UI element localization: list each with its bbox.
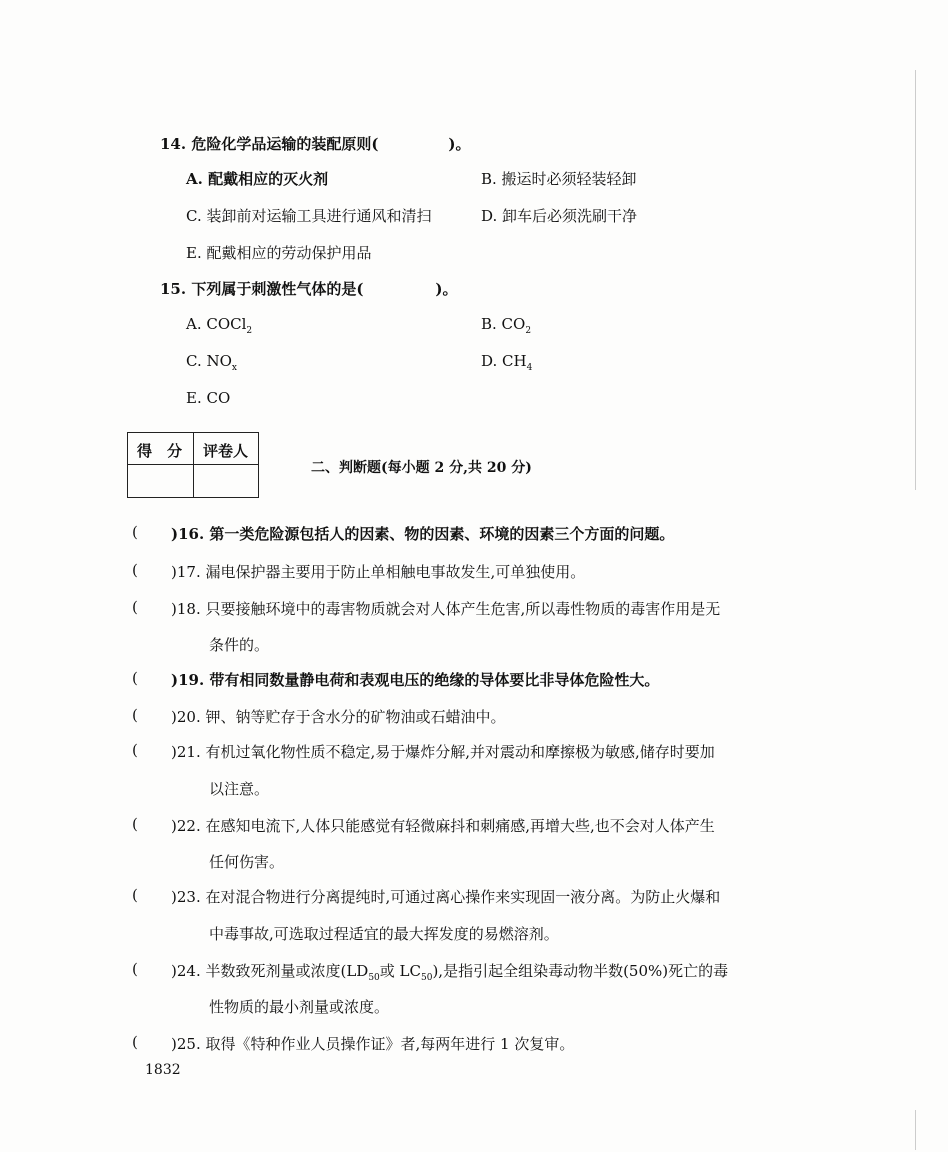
q22-text: )22. 在感知电流下,人体只能感觉有轻微麻抖和刺痛感,再增大些,也不会对人体产生 [171,817,715,835]
q19-answer-paren[interactable]: ( [132,669,138,687]
q19-text: )19. 带有相同数量静电荷和表观电压的绝缘的导体要比非导体危险性大。 [171,671,660,689]
q16-answer-paren[interactable]: ( [132,523,138,541]
q21-answer-paren[interactable]: ( [132,741,138,759]
q14-option-d: D. 卸车后必须洗刷干净 [481,207,638,225]
grader-label: 评卷人 [203,442,249,460]
q15-option-c: C. $NO_x$ [186,352,237,373]
q18-text-cont: 条件的。 [209,636,270,654]
section-title: 二、判断题(每小题 2 分,共 20 分) [311,460,532,476]
q18-text: )18. 只要接触环境中的毒害物质就会对人体产生危害,所以毒性物质的毒害作用是无 [171,600,721,618]
score-table [127,432,259,498]
q16-text: )16. 第一类危险源包括人的因素、物的因素、环境的因素三个方面的问题。 [171,525,675,543]
q22-text-cont: 任何伤害。 [209,853,285,871]
q24-answer-paren[interactable]: ( [132,960,138,978]
q23-answer-paren[interactable]: ( [132,886,138,904]
q24-text-cont: 性物质的最小剂量或浓度。 [209,998,390,1016]
score-label: 得 分 [137,442,183,460]
q23-text-cont: 中毒事故,可选取过程适宜的最大挥发度的易燃溶剂。 [209,925,559,943]
q17-answer-paren[interactable]: ( [132,561,138,579]
grader-cell[interactable] [194,465,258,498]
q21-text: )21. 有机过氧化物性质不稳定,易于爆炸分解,并对震动和摩擦极为敏感,储存时要加 [171,743,715,761]
q20-answer-paren[interactable]: ( [132,706,138,724]
q14-option-c: C. 装卸前对运输工具进行通风和清扫 [186,207,432,225]
q21-text-cont: 以注意。 [209,780,270,798]
q25-answer-paren[interactable]: ( [132,1033,138,1051]
q17-text: )17. 漏电保护器主要用于防止单相触电事故发生,可单独使用。 [171,563,586,581]
q14-option-e: E. 配戴相应的劳动保护用品 [186,244,372,262]
q18-answer-paren[interactable]: ( [132,598,138,616]
q15-stem: 15. 下列属于刺激性气体的是( )。 [160,280,458,298]
q15-option-e: E. CO [186,389,231,407]
page-number: 1832 [145,1062,181,1078]
q22-answer-paren[interactable]: ( [132,815,138,833]
q14-option-b: B. 搬运时必须轻装轻卸 [481,170,637,188]
scan-edge-mark [915,70,916,490]
q20-text: )20. 钾、钠等贮存于含水分的矿物油或石蜡油中。 [171,708,506,726]
q14-option-a: A. 配戴相应的灭火剂 [186,170,329,188]
q24-text: )24. 半数致死剂量或浓度($LD_{50}$或 $LC_{50}$),是指引起全组染毒动物半数(50%)死亡的毒 [171,962,729,983]
q15-option-a: A. COCl$_2$ [186,315,253,336]
q14-stem: 14. 危险化学品运输的装配原则( )。 [160,135,471,153]
q15-option-d: D. $CH_4$ [481,352,533,373]
q25-text: )25. 取得《特种作业人员操作证》者,每两年进行 1 次复审。 [171,1035,575,1053]
q15-option-b: B. $CO_2$ [481,315,532,336]
q23-text: )23. 在对混合物进行分离提纯时,可通过离心操作来实现固一液分离。为防止火爆和 [171,888,721,906]
score-cell[interactable] [128,465,193,498]
scan-edge-mark-bottom [915,1110,916,1150]
